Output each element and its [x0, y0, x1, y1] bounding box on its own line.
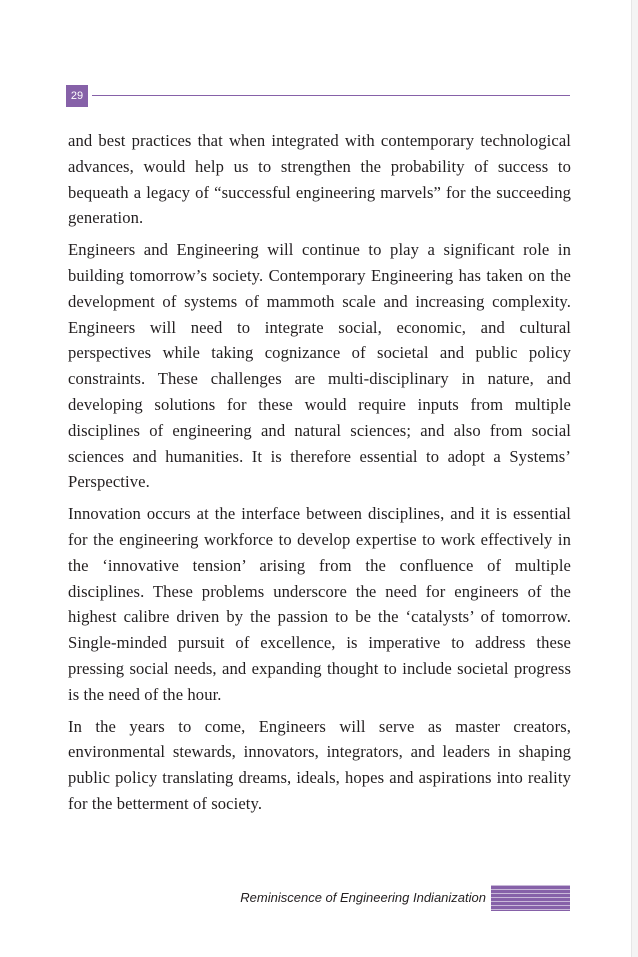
paragraph-1: and best practices that when integrated with contemporary technological advances, would help us to strengthen the probability of success to bequeath a legacy of “successful engineering marvels” for the succeeding generation. [68, 131, 571, 228]
footer-title: Reminiscence of Engineering Indianization [240, 890, 486, 905]
page-header [66, 85, 570, 107]
page-footer [0, 885, 638, 911]
header-rule [92, 95, 570, 96]
body-text [68, 128, 571, 823]
footer-accent-lines [491, 885, 570, 911]
paragraph-2: Engineers and Engineering will continue to play a significant role in building tomorrow’s society. Contemporary Engineering has taken on the development of systems of mammoth scale and increasing complexity. Engineers will need to integrate social, economic, and cultural perspectives while taking cognizance of societal and public policy constraints. These challenges are multi-disciplinary in nature, and developing solutions for these would require inputs from multiple disciplines of engineering and natural sciences; and also from social sciences and humanities. It is therefore essential to adopt a Systems’ Perspective. [68, 240, 571, 492]
page-edge [631, 0, 638, 957]
paragraph-4: In the years to come, Engineers will serve as master creators, environmental stewards, innovators, integrators, and leaders in shaping public policy translating dreams, ideals, hopes and aspirations into reality for the betterment of society. [68, 716, 571, 813]
page-number: 29 [66, 85, 88, 107]
paragraph-3: Innovation occurs at the interface between disciplines, and it is essential for the engineering workforce to develop expertise to work effectively in the ‘innovative tension’ arising from the confluence of multiple disciplines. These problems underscore the need for engineers of the highest calibre driven by the passion to be the ‘catalysts’ of tomorrow. Single-minded pursuit of excellence, is imperative to address these pressing social needs, and expanding thought to include societal progress is the need of the hour. [68, 504, 571, 704]
